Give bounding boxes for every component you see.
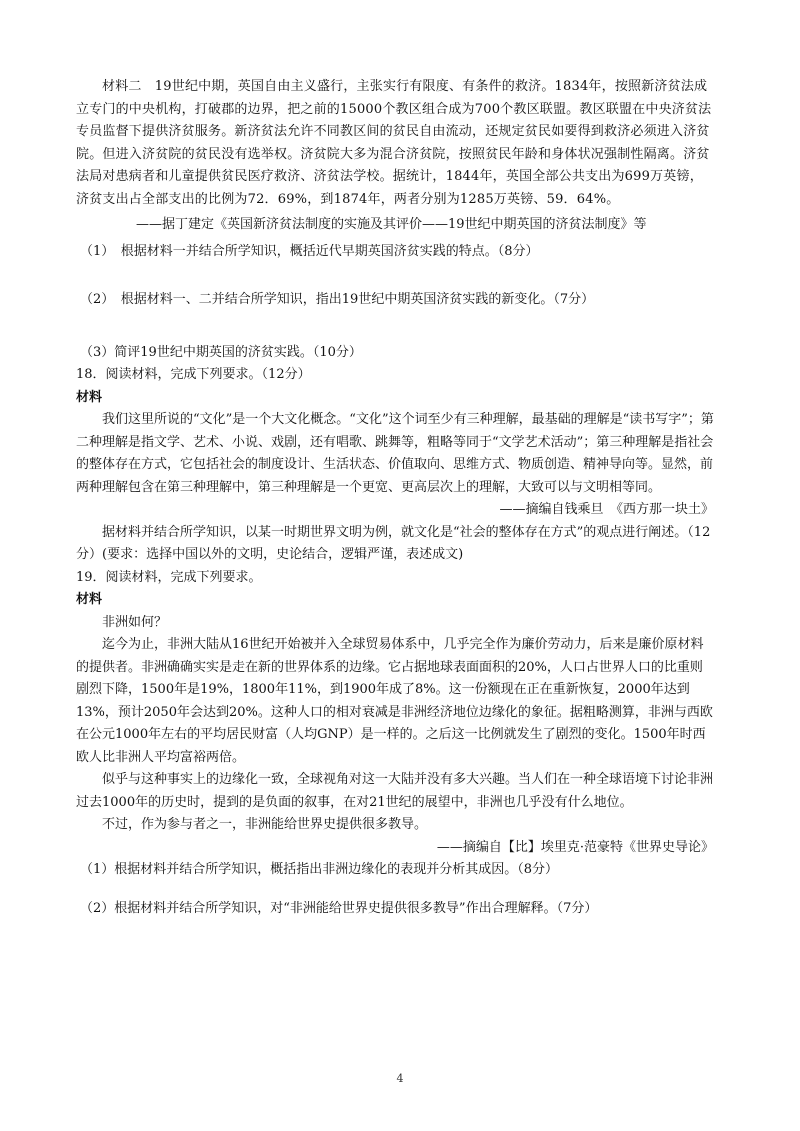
q19-paragraph-2: 似乎与这种事实上的边缘化一致，全球视角对这一大陆并没有多大兴趣。当人们在一种全球语境下讨论非洲过去1000年的历史时，提到的是负面的叙事，在对21世纪的展望中，非洲也几乎没有什么地位。 <box>76 772 714 810</box>
q18-title: 18．阅读材料，完成下列要求。（12分） <box>76 367 311 382</box>
q17-sub2: （2） 根据材料一、二并结合所学知识，指出19世纪中期英国济贫实践的新变化。（7分） <box>80 292 595 307</box>
q19-paragraph-3: 不过，作为参与者之一，非洲能给世界史提供很多教导。 <box>102 817 428 832</box>
material-2-text: 材料二 19世纪中期，英国自由主义盛行，主张实行有限度、有条件的救济。1834年，按照新济贫法成立专门的中央机构，打破郡的边界，把之前的15000个教区组合成为700个教区联盟。教区联盟在中央济贫法专员监督下提供济贫服务。新济贫法允许不同教区间的贫民自由流动，还规定贫民如要得到救济必须进入济贫院。但进入济贫院的贫民没有选举权。济贫院大多为混合济贫院，按照贫民年龄和身体状况强制性隔离。济贫法局对患病者和儿童提供贫民医疗救济、济贫法学校。据统计，1844年，英国全部公共支出为699万英镑，济贫支出占全部支出的比例为72．69%，到1874年，两者分别为1285万英镑、59．64%。 <box>76 79 712 207</box>
q18-material-label: 材料 <box>76 389 103 405</box>
material-2-source: ——据丁建定《英国新济贫法制度的实施及其评价——19世纪中期英国的济贫法制度》等 <box>136 217 647 232</box>
q19-title: 19．阅读材料，完成下列要求。 <box>76 569 262 585</box>
q19-sub1: （1）根据材料并结合所学知识，概括指出非洲边缘化的表现并分析其成因。（8分） <box>80 862 559 877</box>
q18-passage: 我们这里所说的“文化”是一个大文化概念。“文化”这个词至少有三种理解，最基础的理解是“读书写字”；第二种理解是指文学、艺术、小说、戏剧，还有唱歌、跳舞等，粗略等同于“文学艺术活动”；第三种理解是指社会的整体存在方式，它包括社会的制度设计、生活状态、价值取向、思维方式、物质创造、精神导向等。显然，前两种理解包含在第三种理解中，第三种理解是一个更宽、更高层次上的理解，大致可以与文明相等同。 <box>76 412 714 495</box>
q19-subtitle: 非洲如何？ <box>102 614 168 630</box>
q19-sub2: （2）根据材料并结合所学知识，对“非洲能给世界史提供很多教导”作出合理解释。（7分） <box>80 900 598 916</box>
q19-paragraph-1: 迄今为止，非洲大陆从16世纪开始被并入全球贸易体系中，几乎完全作为廉价劳动力，后来是廉价原材料的提供者。非洲确确实实是走在新的世界体系的边缘。它占据地球表面面积的20%，人口占世界人口的比重则剧烈下降，1500年是19%，1800年11%，到1900年成了8%。这一份额现在正在重新恢复，2000年达到13%，预计2050年会达到20%。这种人口的相对衰减是非洲经济地位边缘化的象征。据粗略测算，非洲与西欧在公元1000年左右的平均居民财富（人均GNP）是一样的。之后这一比例就发生了剧烈的变化。1500年时西欧人比非洲人平均富裕两倍。 <box>76 637 713 765</box>
q18-source: ——摘编自钱乘旦 《西方那一块土》 <box>499 502 714 517</box>
q18-task: 据材料并结合所学知识，以某一时期世界文明为例，就文化是“社会的整体存在方式”的观点进行阐述。（12分）(要求：选择中国以外的文明，史论结合，逻辑严谨，表述成文) <box>76 524 711 562</box>
q17-sub1: （1） 根据材料一并结合所学知识，概括近代早期英国济贫实践的特点。（8分） <box>80 243 539 259</box>
q17-sub3: （3）简评19世纪中期英国的济贫实践。（10分） <box>80 344 362 360</box>
q19-source: ——摘编自【比】埃里克·范豪特《世界史导论》 <box>436 839 714 855</box>
page-number: 4 <box>396 1072 404 1085</box>
q19-material-label: 材料 <box>76 592 103 607</box>
